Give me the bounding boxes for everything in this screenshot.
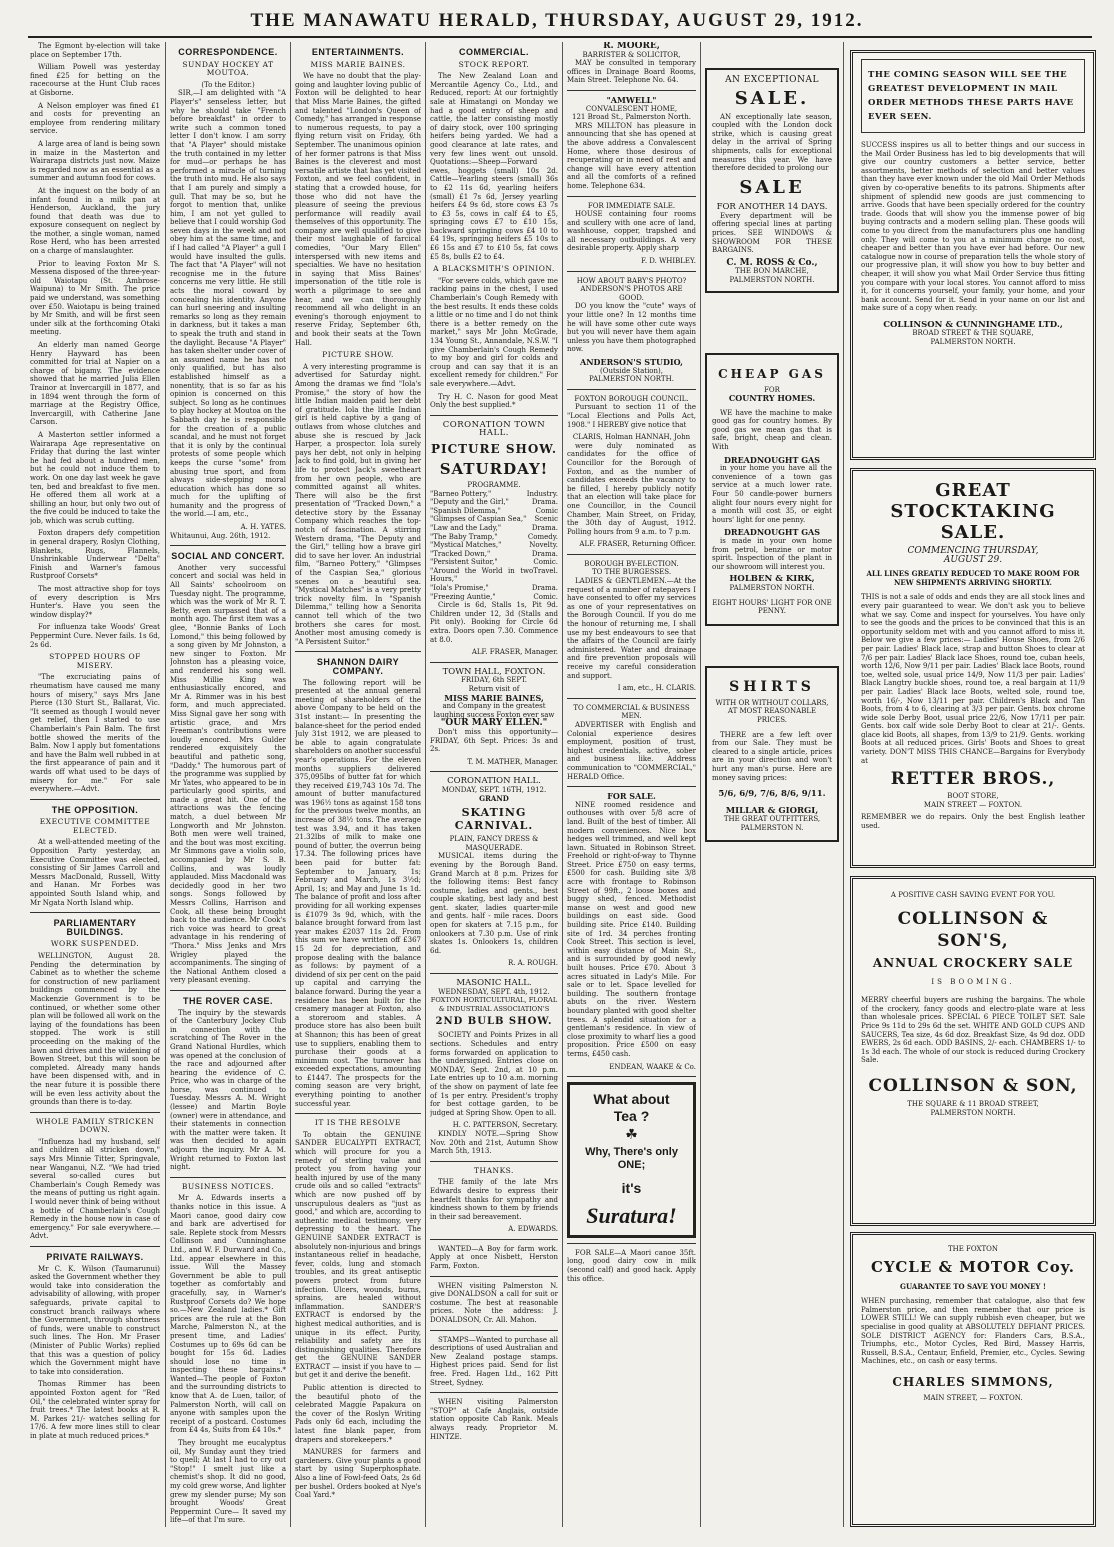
film-genre: Drama. (531, 549, 558, 558)
article-body: A very interesting programme is advertised for Saturday night. Among the dramas we find "Iola's Promise," the story of how the little Indian maiden paid her debt of gratitude. Iola the little Indian girl is held captive by a gang of outlaws from whose clutches and abuse she is rescued by Jack Harper, a prospector. Iola surely pays her debt, not only in helping Jack to find gold, but in giving her life to protect Jack's sweetheart from her own people, who are committed against all whites. There will also be the first presentation of "Tracked Down," a detective story by the Essanay Company which reaches the top-notch of fascination. A stirring Western drama, "The Deputy and the Girl," telling how a brave girl did to save her lover. An industrial film, "Barneo Pottery," "Glimpses of the Caspian Sea," glorious scenes on a beautiful sea. "Mystical Matches" is a very pretty trick novelty film. In "Spanish Dilemma," telling how a Senorita cannot tell which of the two brothers she cares for most. Another most amusing comedy is "A Persistent Suitor." (295, 362, 421, 646)
column-3 (295, 42, 421, 1527)
headline: CORRESPONDENCE. (178, 47, 278, 57)
ad-date: MONDAY, SEPT. 16TH, 1912. (441, 785, 547, 794)
ad-heading: SALE (739, 176, 805, 198)
ad-subheading: PROGRAMME. (467, 480, 521, 489)
film-title: "Barneo Pottery," (430, 489, 492, 498)
ad-body: WHEN purchasing, remember that catalogue, also that few Palmerston price, and then remember that our price is LOWER STILL! We can supply rubbish even cheaper, but we specialise in good quality at ABSOLUTELY DEFIANT PRICES. SOLE DISTRICT AGENCY for: Flanders Cars, B.S.A., Triumphs, etc., Motor Cycles, Red Bird, Massey Harris, Russell, B.S.A., Centaur, Enfield, Premier, etc., Cycles. Sewing Machines, etc., on cash or easy terms. (861, 1297, 1085, 1366)
tea-question: Tea ? (613, 1108, 650, 1125)
ad-name: CHARLES SIMMONS, (892, 1374, 1054, 1389)
ad-body: HOUSE containing four rooms and scullery with one acre of land, washhouse, copper, trapshed and all necessary outbuildings. A very desirable property. Apply sharp (567, 210, 696, 253)
headline: BUSINESS NOTICES. (181, 1181, 275, 1191)
ad-heading: PICTURE SHOW. (430, 441, 558, 456)
news-briefs (30, 42, 160, 649)
film-title: "Freezing Auntie," (430, 592, 496, 601)
ad-address: PALMERSTON NORTH. (589, 375, 674, 384)
ad-subheading: AUGUST 29. (943, 554, 1003, 565)
ad-signature: T. M. MATHER, Manager. (467, 757, 558, 766)
ad-prices: 5/6, 6/9, 7/6, 8/6, 9/11. (718, 789, 826, 800)
ad-subheading: BOROUGH BY-ELECTION. (584, 559, 679, 568)
ad-body: THERE are a few left over from our Sale. They must be cleared to a single article, prices are in your direction and won't hurt any man's purse. Here are money saving prices: (712, 730, 832, 782)
film-genre: Comic (535, 506, 558, 515)
article-body: Public attention is directed to the beautiful photo of the celebrated Maggie Papakura on the cover of the Roslyn Writing Pads only 6d each, including the latest fine blank paper, from drapers and storekeepers.* (295, 1384, 421, 1444)
ad-name: COLLINSON & CUNNINGHAME LTD., (883, 319, 1063, 330)
headline: PRIVATE RAILWAYS. (46, 1252, 144, 1262)
column-divider (700, 42, 701, 1527)
ad-heading: GREAT STOCKTAKING SALE. (890, 480, 1056, 543)
ad-body: were duly nominated as candidates for the office of Councillor for the Borough of Foxton, and as the number of candidates exceeds the vacancy to be filled, I hereby publicly notify that an election will take place for one Councillor, in the Council Chamber, Main Street, on Friday, the 30th day of August, 1912. Polling hours from 9 a.m. to 7 p.m. (567, 441, 696, 536)
ad-subheading: FOR IMMEDIATE SALE. (587, 201, 676, 210)
subheadline: SUNDAY HOCKEY AT MOUTOA. (182, 59, 274, 78)
ad-body: is made in your own home from petrol, benzine or motor spirit. Inspection of the plant in our showroom will interest you. (712, 537, 832, 571)
ad-body: SUCCESS inspires us all to better things and our success in the Mail Order Business has led to big developments that will give our country customers a better service, better assortments, better methods of selection and better values than they have ever known under the old Mail Order Methods given by co-operative benefits to its patrons. Shipments after shipment of splendid new goods are just commencing to arrive. Goods that have been specially ordered for the country trade. Goods that will show you the immense power of big buying contracts and a modern selling plan. These goods will come to you direct from the manufacturers plus one handling only. They will come to you at a minimum charge no cost, cheaper and better than you have ever had before. Our new catalogue now in course of preparation tells the whole story of our progressive plan, it will show you how to buy better and cheaper, it will show you what Mail Order Service thus fitting you compare with your local stores. You cannot afford to miss it, for it concerns yourself, your family, your home, and your bank account. Send for it. Send in your name on our list and make sure of a copy when ready. (861, 141, 1085, 313)
ad-name: C. M. ROSS & Co., (726, 257, 818, 268)
film-title: "Deputy and the Girl," (430, 498, 509, 507)
ad-subheading: THE FOXTON (947, 1245, 999, 1253)
ad-name: R. MOORE, (603, 42, 660, 51)
film-title: "Persistent Suitor," (430, 558, 498, 567)
shirts-ad (705, 666, 839, 843)
ad-text: and Company in the greatest laughing success Foxton ever saw (433, 702, 555, 719)
article-body: Thomas Rimmer has been appointed Foxton agent for "Red Oil," the celebrated winter spray for fruit trees.* The latest books at R. M. Parkes 21/- watches selling for 17/6. A few more lines still to clear in plate at much reduced prices.* (30, 1380, 160, 1440)
ad-signature: F. D. WHIBLEY. (641, 257, 696, 266)
article-body: The New Zealand Loan and Mercantile Agency Co., Ltd., and Reduced, report: At our fortnightly sale at Himatangi on Monday we had a good entry of sheep and cattle, the latter consisting mostly of dairy stock, over 100 springing heifers being yarded. We had a good clearance at late rates, and very few lines went out unsold. Quotations:—Sheep—Forward ewes, hoggets (small) 10s 2d. Cattle—Yearling steers (small) 36s to £2 11s 6d, yearling heifers (small) £1 7s 6d, Jersey yearling heifers £4 9s 6d, store cows £3 7s to £3 5s, cows in calf £4 to £5, springing cows £7 to £10 15s, backward springing cows £4 10 to £4 19s, springing heifers £5 10s to £6 15s and £7 to £10 5s, fat cows £5 8s, bulls £2 to £4. (430, 72, 558, 261)
subheadline: EXECUTIVE COMMITTEE ELECTED. (39, 817, 151, 835)
masthead: THE MANAWATU HERALD, THURSDAY, AUGUST 29, 1912. (250, 10, 864, 31)
ad-address: MAIN STREET, — FOXTON. (923, 1393, 1023, 1402)
ad-address: PALMERSTON NORTH. (930, 1108, 1016, 1117)
article-body: MANURES for farmers and gardeners. Give your plants a good start by using Superphosphate. Also a line of Fowl-feed Oats, 2s 6d per bushel. Orders booked at Nye's Coal Yard.* (295, 1448, 421, 1500)
ad-subheading: TO COMMERCIAL & BUSINESS MEN. (573, 703, 690, 721)
ad-heading: DREADNOUGHT GAS (723, 527, 821, 538)
article-body: At a well-attended meeting of the Opposition Party yesterday, an Executive Committee was elected, consisting of Sir James Carroll and Messrs MacDonald, Russell, Witty and Hanan. Mr Forbes was appointed South Island whip, and Mr Ngata North Island whip. (30, 838, 160, 907)
ad-address: THE SQUARE & 11 BROAD STREET, (907, 1099, 1039, 1108)
ad-title: CORONATION TOWN HALL. (442, 419, 546, 439)
headline: ENTERTAINMENTS. (311, 47, 405, 57)
film-row (430, 584, 558, 593)
ad-signature: I am, etc., H. CLARIS. (617, 684, 696, 693)
news-brief: Foxton drapers defy competition in general drapery, Roslyn Clothing, Blankets, Rugs, Flannels, Unshrinkable Underwear "Delta" Finish and Warner's famous Rustproof Corsets* (30, 529, 160, 581)
ad-date: WEDNESDAY, SEPT. 4th, 1912. (438, 987, 550, 996)
ad-body: THE family of the late Mrs Edwards desire to express their heartfelt thanks for sympathy and kindness shown to them by friends in their sad bereavement. (430, 1178, 558, 1221)
ad-body: Circle is 6d, Stalls 1s, Pit 9d. Children under 12, 3d (Stalls and Pit only). Booking for Circle 6d extra. Doors open 7.30. Commence at 8.0. (430, 601, 558, 644)
ad-body: Pursuant to section 11 of the "Local Elections and Polls Act, 1908." I HEREBY give notice that (567, 403, 696, 429)
film-genre: Drama. (531, 584, 558, 593)
ad-signature: ENDEAN, WAAKE & Co. (609, 1062, 696, 1071)
article-body: "For severe colds, which gave me racking pains in the chest, I used Chamberlain's Cough Remedy with the best results. It ends these colds a little or no time and I do not think there is a better remedy on the market," says Mr John McGrade, 134 Young St., Annandale, N.S.W. "I give Chamberlain's Cough Remedy to my boy and girl for colds and croup and can say that it is an excellent remedy for children." For sale everywhere.—Advt. (430, 276, 558, 388)
column-divider (562, 42, 563, 1527)
ad-signature: ALF. FRASER, Returning Officer. (579, 540, 696, 549)
news-brief: Prior to leaving Foxton Mr S. Messena disposed of the three-year-old Waiotapu (St. Ambrose-Waipuna) to Mr Smith. The price paid we understand, was something over £50. Waiotapu is being trained by Mr Smith, and will be first seen under silk at the forthcoming Otaki meeting. (30, 259, 160, 337)
subheadline: STOCK REPORT. (458, 59, 530, 69)
film-genre: Comic. (533, 558, 558, 567)
film-row (430, 524, 558, 533)
ad-text: Return visit of (468, 685, 520, 693)
ad-subheading: FOXTON BOROUGH COUNCIL. (574, 394, 689, 403)
ad-body: in your home you have all the convenience of a town gas service at a much lower rate. Four 50 candle-power burners alight four nours every night for a month will cost 35, or eight hours' light for one penny. (712, 464, 832, 524)
film-row (430, 593, 558, 602)
article-body: Another very successful concert and social was held in All Saints' schoolroom on Tuesday night. The programme, which was the work of Mr R. T. Betty, even surpassed that of a month ago. The first item was a glee, "Bonnie Banks of Loch Lomond," this being followed by a song given by Mr Johnston, a new singer to Foxton. Mr Johnston has a pleasing voice, and rendered his song well. Miss Millie King was enthusiastically encored, and Mr A. Rimmer was in his best form, and much appreciated. Miss Signal gave her song with artistic grace, and Mrs Freeman's contributions were loudly encored. Mrs Gulder rendered exquisitely the beautiful and pathetic song, "Daddy." The humorous part of the programme was supplied by Mr Yates, who appeared to be in particularly good spirits, and made a great hit. One of the attractions was the fencing match, a duel between Mr Longworth and Mr Johnston. Both men were well trained, and the bout was most exciting. Mr Simmons gave a violin solo, accompanied by Mr S. B. Collins, and was loudly applauded. Miss Macdonald was decidedly good in her two songs. Songs followed by Messrs Collins, Harrison and Cook, all these being brought back to the audience. Mr Cook's rich voice was heard to great advantage in his rendering of "Thora." Miss Jenks and Mrs Wrigley played the accompaniments. The singing of the National Anthem closed a very pleasant evening. (170, 563, 286, 985)
film-genre: Drama. (531, 498, 558, 507)
article-body: WELLINGTON, August 28. Pending the determination by Cabinet as to whether the scheme for construction of new parliament buildings commenced by the Mackenzie Government is to be continued, or whether some other plan will be followed all work on the laying of the foundations has been stopped. The work is still proceeding on the making of the lawn and drives and the widening of Bowen Street, but this will soon be completed. Already many hands have been dispensed with, and in the near future it is possible there will be even less activity about the grounds than there is to-day. (30, 952, 160, 1107)
headline: STOPPED HOURS OF MISERY. (49, 652, 141, 670)
news-brief: A Nelson employer was fined £1 and costs for preventing an employee from rendering military service. (30, 101, 160, 136)
film-title: "Mystical Matches," (430, 541, 502, 550)
headline: WHOLE FAMILY STRICKEN DOWN. (35, 1116, 155, 1135)
tea-question: What about (593, 1091, 670, 1108)
ad-name: COLLINSON & SON, (868, 1075, 1078, 1096)
ad-heading: SALE. (734, 87, 810, 109)
ad-address: BROAD STREET & THE SQUARE, (912, 329, 1034, 338)
headline: PARLIAMENTARY BUILDINGS. (53, 918, 137, 937)
ad-name: THE GREAT OUTFITTERS, (723, 815, 821, 824)
tea-brand: Suratura! (586, 1202, 677, 1228)
news-brief: A large area of land is being sown in maize in the Masterton and Wairarapa districts just now. Maize is regarded now as an essential as a summer and autumn food for cows. (30, 139, 160, 183)
ad-body: ADVERTISER with English and Colonial experience desires employment, position of trust, highest credentials, active, sober and business like. Address communication to "COMMERCIAL," HERALD Office. (567, 720, 696, 781)
column-2 (170, 42, 286, 1527)
article-body: To obtain the GENUINE SANDER EUCALYPTI EXTRACT, which will procure for you a remedy of sterling value and protect you from having your health injured by use of the many crude oils and so called "extracts" which are now pushed off by unscrupulous dealers as "just as good," and which are, according to authentic medical testimony, very depressing to the heart. The GENUINE SANDER EXTRACT is absolutely non-injurious and brings instantaneous relief in headache, fever, colds, lung and stomach troubles, and its great antiseptic powers protect from future infection. Ulcers, wounds, burns, sprains, are healed without inflammation. SANDER'S EXTRACT is endorsed by the highest medical authorities, and is unique in its effect. Purity, reliability and safety are its distinguishing qualities. Therefore get the GENUINE SANDER EXTRACT — insist if you have to — but get it and derive the benefit. (295, 1130, 421, 1380)
suratura-tea-ad (567, 1082, 696, 1238)
article-body: Mr A. Edwards inserts a thanks notice in this issue. A Maori canoe, good dairy cow and bark are advertised for sale. Replete stock from Messrs Collinson and Cunninghame Ltd., and W. F. Durward and Co., Ltd. appear elsewhere in this issue. Will the Massey Government be able to pull together as comfortably and gracefully, say, in Warner's Rustproof Corsets do? We hope so.—New Zealand ladies.* Gift prices are the rule at the Bon Marche, Palmerston N., at the present time, and Ladies' Costumes up to 69s 6d can be bought for 15s 6d. Ladies should lose no time in inspecting these bargains.* Wanted—The people of Foxton and the surrounding districts to know that A. de Luen, tailor, of Palmerston North, will call on anyone with samples upon the receipt of a postcard. Costumes from £4 4s, Suits from £4 10s.* (170, 1194, 286, 1435)
ad-address: PALMERSTON NORTH. (729, 583, 815, 592)
ad-body: Every department will be offering special lines at parting prices. SEE WINDOWS & SHOWROOM FOR THESE BARGAINS. (712, 211, 832, 255)
ad-name: COLLINSON & SON'S, (897, 908, 1049, 951)
ad-body: Don't miss this opportunity—FRIDAY, 6th Sept. Prices: 3s and 2s. (430, 727, 558, 754)
ad-date: FRIDAY, 6th SEPT. (461, 676, 527, 685)
ad-body: MRS MILLTON has pleasure in announcing that she has opened at the above address a Convalescent Home, where those desirous of recuperating or in need of rest and change will have every attention and all the comforts of a refined home. Telephone 634. (567, 121, 696, 190)
ad-subheading: FOR ANOTHER 14 DAYS. (716, 201, 828, 212)
ad-address: PALMERSTON NORTH. (930, 338, 1016, 347)
classified: WANTED—A Boy for farm work. Apply at once Nisbett, Herston Farm, Foxton. (430, 1244, 558, 1271)
ad-text: CLARIS, Holman HANNAH, John (572, 433, 691, 442)
ad-body: DO you know the "cute" ways of your little one? In 12 months time he will have some other cute ways but you will never have them again unless you have them photographed now. (567, 302, 696, 354)
ad-tagline: EIGHT HOURS' LIGHT FOR ONE PENNY. (712, 598, 832, 616)
ad-subheading: ALL LINES GREATLY REDUCED TO MAKE ROOM FOR NEW SHIPMENTS ARRIVING SHORTLY. (866, 569, 1080, 587)
article-body: "The excruciating pains of rheumatism have caused me many hours of misery," says Mrs Jane Pierce (130 Sturt St., Ballarat, Vic. "It seemed as though I would never get relief, then I started to use Chamberlain's Pain Balm. The first bottle showed the merits of the Balm. Now I apply but fomentations and have the Balm well rubbed in at the first appearance of pain and it wards off what used to be days of misery for me." For sale everywhere.—Advt. (30, 673, 160, 794)
cheap-gas-ad (705, 353, 839, 626)
column-divider (843, 42, 844, 1527)
ad-text: FOR (764, 385, 780, 394)
film-title: "Iola's Promise," (430, 584, 489, 593)
editor-line: (To the Editor.) (201, 80, 255, 89)
ad-heading: AN EXCEPTIONAL (725, 75, 819, 85)
news-brief: The most attractive shop for toys of every description is Mrs Hunter's. Have you seen the window display?* (30, 585, 160, 619)
film-row (430, 558, 558, 567)
letter-body: SIR,—I am delighted with "A Player's" senseless letter, but why he should take "French before breakfast" in order to write such a common toned letter I don't know. I am sorry that "A Player" should mistake the truth contained in my letter for mud—or perhaps he has performed a miracle of turning the truth into mud. He also says that I am purely and simply a gull. That may be so, but he forgot to mention that, unlike him, I am not yet gulled to believe that I could worship God seven days in the week and not obey him at the same time, and if I had called "A Player" a gull I would have insulted the gulls. The fact that "A Player" will not recognise me in the future concerns me very little. He still acts the moral coward by concealing his identity. Anyone can hurl sneering and insulting remarks so long as they remain in darkness, but it takes a man to speak the truth and stand in the daylight. Because "A Player" has taken shelter under cover of an assumed name he has not only qualified, but has also established himself as a nonentity, that is so far as his opinion is concerned on this subject. So long as he continues to play hockey at Moutoa on the Sabbath day he is responsible for the creation of a public scandal, and he must not forget that it is only by the continual protests of some people which keeps the curse "some" from abusing true sport, and from always side-stepping moral education which has done so much for the uplifting of humanity and the progress of the world.—I am, etc., (170, 89, 286, 519)
ad-body: AN exceptionally late season, coupled with the London dock strike, which is causing great delay in the arrival of Spring shipments, calls for exceptional measures this year. We have therefore decided to prolong our (712, 112, 832, 173)
news-brief: An elderly man named George Henry Hayward has been committed for trial at Napier on a charge of bigamy. The evidence showed that he married Julia Ellen Trainor at Invercargill in 1877, and in 1894 went through the form of marriage at the Registry Office, Invercargill, with Catherine Jane Carson. (30, 341, 160, 427)
headline: THANKS. (474, 1165, 514, 1175)
news-brief: For influenza take Woods' Great Peppermint Cure. Never fails. 1s 6d, 2s 6d. (30, 623, 160, 649)
film-programme (430, 490, 558, 602)
news-brief: William Powell was yesterday fined £25 for betting on the racecourse at the Hunt Club races at Gisborne. (30, 63, 160, 97)
ad-heading: COUNTRY HOMES. (728, 393, 816, 404)
classified: WHEN visiting Palmerston N. give DONALDSON a call for suit or costume. The best at reasonable prices. Note the address: J. DONALDSON, Cr. All. Mahon. (430, 1281, 558, 1325)
ad-body: NINE roomed residence and outhouses with over 5/8 acre of land. Built of the best of timber. All modern conveniences. Nice box hedges well trimmed, and well kept lawn. Situated in Robinson Street. Freehold or right-of-way to Thynne Street. Price £750 on easy terms, £500 for cash. Building site 3/8 acre with frontage to Robinson Street of 99ft., 2 loose boxes and buggy shed, fenced. Methodist manse on west and good new buildings on east side. Good building site. Price £140. Building site of 1rd. 34 perches fronting Cook Street. This section is level, within easy distance of Main St., and is surrounded by good newly built houses. Price £70. About 3 acres situated in Lady's Mile. For sale or to let. Space levelled for building. The southern frontage abuts on the river. Western boundary planted with good shelter trees. A splendid situation for a gentleman's residence. In view of close proximity to wharf lies a good proposition. Price £500 on easy terms, £450 cash. (567, 800, 696, 1058)
ad-title: MASONIC HALL. (456, 978, 532, 989)
film-row (430, 490, 558, 499)
ad-text: FOXTON HORTICULTURAL, FLORAL & INDUSTRIAL ASSOCIATION'S (430, 996, 558, 1013)
news-brief: A Masterton settler informed a Wairarapa Age representative on Friday that during the last winter he had fed about a hundred men, but he could not induce them to work. On one day last week he gave ten, bed and breakfast to five men. He offered them all work at a shilling an hour, but only two out of the five could be induced to take the job, which was scrub cutting. (30, 430, 160, 525)
ad-subheading: PLAIN, FANCY DRESS & MASQUERADE. (449, 835, 539, 852)
ad-subheading: GUARANTEE TO SAVE YOU MONEY ! (900, 1281, 1046, 1291)
film-row (430, 498, 558, 507)
ad-name: HOLBEN & KIRK, (729, 574, 815, 585)
film-title: "Tracked Down," (430, 549, 491, 558)
column-divider (290, 42, 291, 1527)
article-body: The inquiry by the stewards of the Canterbury Jockey Club in connection with the scratching of The Rover in the Grand National Hurdles, which was opened at the conclusion of the race and adjourned after hearing the evidence of C. Price, who was in charge of the horse, was continued to Tuesday. Messrs A. M. Wright (lessee) and Martin Boyle (owner) were in attendance, and their statements in connection with the matter were taken. It was then decided to again adjourn the inquiry. Mr A. M. Wright returned to Foxton last night. (170, 1008, 286, 1172)
ad-subheading: WITH OR WITHOUT COLLARS, AT MOST REASONABLE PRICES. (715, 698, 829, 724)
ad-signature: ALF. FRASER, Manager. (471, 648, 558, 657)
headline: THE OPPOSITION. (51, 804, 139, 815)
tea-answer: it's (621, 1179, 642, 1196)
column-6 (705, 42, 839, 1527)
ad-body: MERRY cheerful buyers are rushing the bargains. The whole of the crockery, fancy goods and electro-plate ware at less than wholesale prices. SPECIAL 6 PIECE TOILET SET. Sale Price 9s 11d to 29s 6d the set. WHITE AND GOLD CUPS AND SAUCERS, Tea size, 4s 6d doz. Breakfast Size, 4s 9d doz. ODD EWERS, 2s 6d each. ODD BASINS, 2/- each. CHAMBERS 1/- to 1s 3d each. The whole of our stock is reduced during Crockery Sale. (861, 996, 1085, 1065)
film-genre: Scenic (534, 515, 558, 524)
ad-signature: H. C. PATTERSON, Secretary. (452, 1121, 558, 1130)
article-body: The following report will be presented at the annual general meeting of shareholders of the above Company to be held on the 31st instant:— In presenting the balance-sheet for the period ended July 31st 1912, we are pleased to be able to again congratulate shareholders on another successful year's operations. For the eleven months suppliers delivered 375,095lbs of butter fat for which they received £19,743 10s 7d. The amount of butter manufactured was 196½ tons as against 158 tons for the previous twelve months, an increase of 38½ tons. The average test was 3.94, and it has taken 21.32lbs of milk to make one pound of butter, the overrun being 17.34. The following prices have been paid for butter fat: September to January, 1s; February and March, 1s 3½d; April, 1s; and May and June 1s 1d. The balance of profit and loss after providing for all working expenses is £1079 3s 9d, which, with the balance brought forward from last year makes £2037 11s 2d. From this sum we have written off £367 15 2d for depreciation, and propose dealing with the balance as follows: by payment of a dividend of six per cent on the paid up capital and carrying the balance forward. During the year a residence has been built for the creamery manager at Foxton, also a storeroom and stables. A produce store has also been built at Shannon; this has been of great use to suppliers, enabling them to purchase their goods at a minimum cost. The turnover has exceeded expectations, amounting to £1447. The prospects for the coming season are very bright, everything pointing to another successful year. (295, 678, 421, 1108)
ad-body: SOCIETY and Points Prizes in all sections. Schedules and entry forms forwarded on application to the undersigned. Entries close on MONDAY, Sept. 2nd, at 10 p.m. Late entries up to 10 a.m. morning of the show on payment of late fee of 1s per entry. President's trophy for best cottage garden, to be judged at Spring Show. Open to all. (430, 1031, 558, 1117)
ad-body: LADIES & GENTLEMEN.—At the request of a number of ratepayers I have consented to offer my services as one of your representatives on the Borough Council. If you do me the honour of returning me, I shall use my best endeavours to see that the affairs of the Council are fairly administered. Water and drainage and fire prevention proposals will receive my careful consideration and support. (567, 577, 696, 680)
film-row (430, 550, 558, 559)
ad-heading: DREADNOUGHT GAS (723, 454, 821, 465)
ad-name: THE BON MARCHE, (735, 267, 809, 276)
ad-heading: ANNUAL CROCKERY SALE (872, 955, 1074, 970)
film-title: "Law and the Lady," (430, 523, 502, 532)
headline: IT IS THE RESOLVE (314, 1118, 402, 1128)
news-brief: At the inquest on the body of an infant found in a milk pan at Henderson, Auckland, the jury found that death was due to exposure consequent on neglect by the mother, a single woman, named Rose Herd, who has been arrested on a charge of manslaughter. (30, 186, 160, 256)
article-body: "Influenza had my husband, self and children all stricken down," says Mrs Minnie Titter, Springvale, near Wanganui, N.Z. "We had tried several so-called cures but Chamberlain's Cough Remedy was the means of putting us right again. I would never think of being without a bottle of Chamberlain's Cough Remedy in the house now in case of emergency." For sale everywhere.—Advt. (30, 1137, 160, 1241)
classified: FOR SALE—A Maori canoe 35ft. long, good dairy cow in milk (second calf) and good hack. Apply this office. (567, 1248, 696, 1283)
subheadline: PICTURE SHOW. (322, 350, 394, 360)
column-divider (425, 42, 426, 1527)
ad-heading: THE COMING SEASON WILL SEE THE GREATEST DEVELOPMENT IN MAIL ORDER METHODS THESE PARTS HAVE EVER SEEN. (861, 59, 1085, 133)
exceptional-sale-ad (705, 68, 839, 293)
film-genre: Comedy. (527, 532, 558, 541)
news-brief: The Egmont by-election will take place on September 17th. (30, 42, 160, 59)
subheadline: WORK SUSPENDED. (50, 939, 140, 949)
ad-body: THIS is not a sale of odds and ends they are all stock lines and every pair guaranteed to wear. We don't ask you to believe what we say. Come and inspect for yourselves. You have only to see the goods and the prices to be convinced that this is an opportunity seldom met with and you cannot afford to miss it. Below we give a few prices:— Ladies' House Shoes, from 2/6 per pair. Ladies' Black lace, strap and button Shoes to clear at 7/6 per pair. Ladies' Black lace Shoes, round toe, cuban heels, worth 12/6, Now 9/11 per pair. Ladies' Black lace Boots, round toe, welted sole, usual price 14/9, Now 11/3 per pair. Ladies' Black Langtry buckle shoes, round toe, a real bargain at 11/9 per pair. Ladies' Black lace Boots, welted sole, round toe, worth 16/-, Now 13/11 per pair. Children's Black and Tan Boots, from 4 to 6, clearing at 3/3 per pair. Gents. box chrome wide sole Derby Boot, usual price 22/6, Now 17/11 per pair. Gents. box calf wide sole Derby Boot to clear at 21/-. Gents. glace kid Boots, all shapes, from 13/9 to 21/9. Gents. working Boots at all reduced prices. Girls' Boots and Shoes to great variety. DON'T MISS THIS CHANCE—Bargains for Everybody at (861, 593, 1085, 765)
ad-name: BOOT STORE, (947, 792, 999, 801)
ad-title: TOWN HALL, FOXTON. (442, 666, 546, 677)
classified: STAMPS—Wanted to purchase all descriptions of used Australian and New Zealand postage stamps. Highest prices paid. Send for list free. Fred. Hagen Ltd., 162 Pitt Street, Sydney. (430, 1335, 558, 1387)
ad-signature: R. A. ROUGH. (507, 959, 558, 968)
film-title: "The Baby Tramp," (430, 532, 498, 541)
ad-name: ANDERSON'S STUDIO, (580, 357, 683, 367)
ad-address: MAIN STREET — FOXTON. (923, 800, 1023, 809)
ad-play: "OUR MARY ELLEN." (440, 718, 548, 729)
ad-heading: 2ND BULB SHOW. (435, 1016, 553, 1028)
ad-subheading: IS BOOMING. (931, 977, 1015, 986)
ad-heading: SKATING CARNIVAL. (454, 806, 534, 833)
article-body: Mr C. K. Wilson (Taumarunui) asked the Government whether they would take into consideration the advisability of allowing, with proper safeguards, private capital to construct branch railways where the Government, through shortness of funds, were unable to construct such lines. The Hon. Mr Fraser (Minister of Public Works) replied that this was a question of policy which the Government might have to take into consideration. (30, 1264, 160, 1376)
column-1 (30, 42, 160, 1527)
ad-address: PALMERSTON NORTH. (729, 275, 815, 284)
article-body: Try H. C. Nason for good Meat Only the best supplied.* (430, 392, 558, 410)
ad-subheading: A POSITIVE CASH SAVING EVENT FOR YOU. (890, 891, 1056, 899)
film-title: "Around the World in two Hours," (430, 566, 534, 584)
film-title: "Glimpses of Caspian Sea," (430, 515, 527, 524)
ad-text: TO THE BURGESSES. (591, 568, 672, 577)
shamrock-icon: ☘ (625, 1127, 638, 1144)
ad-text: ANDERSON'S PHOTOS ARE GOOD. (580, 285, 683, 302)
ad-name: MILLAR & GIORGI, (725, 805, 819, 816)
ad-text: GRAND (479, 793, 509, 803)
film-genre: Travel. (533, 566, 558, 575)
ad-title: CORONATION HALL. (447, 776, 541, 787)
subheadline: MISS MARIE BAINES. (310, 59, 406, 69)
stocktaking-sale-ad (850, 468, 1096, 868)
verse: They brought me eucalyptus oil, My Sunday aunt they tried to quell; At last I had to cry out "Stop!" I smelt just like a chemist's shop. It did no good, my cold grew worse, And lighter grew my slender purse; My son brought Woods' Great Peppermint Cure— It saved my life—of that I'm sure. (170, 1439, 286, 1525)
ad-subheading: FOR SALE. (607, 791, 656, 802)
ad-body: REMEMBER we do repairs. Only the best English leather used. (861, 813, 1085, 831)
headline: THE ROVER CASE. (182, 995, 273, 1006)
cycle-motor-ad (850, 1232, 1096, 1527)
film-title: "Spanish Dilemma," (430, 506, 501, 515)
signature: A. H. YATES. (240, 523, 286, 532)
film-row (430, 533, 558, 542)
ad-heading: SATURDAY! (439, 459, 549, 478)
headline: A BLACKSMITH'S OPINION. (433, 264, 555, 274)
ad-heading: SHIRTS (729, 678, 815, 695)
masthead-rule (28, 36, 1092, 38)
film-genre: Industry. (526, 489, 558, 498)
film-genre: Drama. (531, 523, 558, 532)
ad-subheading: CONVALESCENT HOME, (585, 104, 678, 113)
column-4 (430, 42, 558, 1527)
ad-address: PALMERSTON N. (740, 823, 804, 832)
headline: SOCIAL AND CONCERT. (171, 551, 285, 562)
tea-answer: Why, There's only ONE; (585, 1145, 678, 1171)
film-row (430, 515, 558, 524)
classified: WHEN visiting Palmerston "STOP" at Cafe Anglais, outside station opposite Cab Rank. Meals always ready. Proprietor M. HINTZE. (430, 1398, 558, 1441)
article-body: We have no doubt that the play-going and laughter loving public of Foxton will be delighted to hear that Miss Marie Baines, the gifted and talented "London's Queen of Comedy," has arranged in response to numerous requests, to pay a flying return visit on Friday, 6th September. The unanimous opinion of her former patrons is that Miss Baines is the cleverest and most versatile artiste that has yet visited Foxton, and we feel confident, in stating that a crowded house, for those who did not have the pleasure of seeing the previous performance will readily avail themselves of this opportunity. The company are well qualified to give their most laughable of farcical comedies, "Our Mary Ellen" interspersed with new items and specialties. We have no hesitation in saying that Miss Baines' impersonation of the title role is worth a pilgrimage to see and hear, and we can thoroughly recommend all who delight in an evening's thorough enjoyment to reserve Friday, September 6th, and book their seats at the Town Hall. (295, 72, 421, 347)
ad-name: CYCLE & MOTOR Coy. (870, 1257, 1076, 1276)
ad-body: MUSICAL items during the evening by the Borough Band. Grand March at 8 p.m. Prizes for the following items: Best fancy costume, ladies and gents., best couple skating, best lady and best gent. skater, ladies quarter-mile and gents. half - mile races. Doors open for skaters at 7.15 p.m., for onlookers at 7.30 p.m. Use of rink skates 1s. Onlookers 1s, children 6d. (430, 852, 558, 955)
ad-subheading: HOW ABOUT BABY'S PHOTO? (576, 276, 687, 285)
ad-name: RETTER BROS., (890, 769, 1056, 790)
headline: SHANNON DAIRY COMPANY. (316, 657, 400, 676)
film-row (430, 541, 558, 550)
headline: COMMERCIAL. (459, 47, 529, 57)
crockery-sale-ad (850, 876, 1096, 1226)
column-divider (165, 42, 166, 1527)
ad-heading: CHEAP GAS (718, 366, 826, 381)
film-genre: Novelty. (529, 541, 558, 550)
ad-name: MISS MARIE BAINES, (444, 692, 544, 703)
ad-body: MAY be consulted in temporary offices in Drainage Board Rooms, Main Street. Telephone No. 64. (567, 59, 696, 85)
mail-order-ad (850, 50, 1096, 460)
film-genre: Comic. (533, 592, 558, 601)
letter-date: Whitaunui, Aug. 26th, 1912. (170, 531, 271, 540)
film-row (430, 507, 558, 516)
ad-signature: A. EDWARDS. (508, 1225, 558, 1234)
ad-address: 121 Broad St., Palmerston North. (572, 113, 691, 122)
ad-name: "AMWELL" (606, 94, 657, 105)
ad-body: WE have the machine to make good gas for country homes. By good gas we mean gas that is safe, bright, cheap and clean. With (712, 408, 832, 452)
ad-subheading: COMMENCING THURSDAY, (907, 546, 1039, 556)
ad-text: (Outside Station), (600, 366, 663, 375)
ad-body: KINDLY NOTE.—Spring Show Nov. 20th and 21st, Autumn Show March 5th, 1913. (430, 1129, 558, 1156)
film-row (430, 567, 558, 584)
column-5 (567, 42, 696, 1527)
ad-subheading: BARRISTER & SOLICITOR, (582, 50, 681, 59)
